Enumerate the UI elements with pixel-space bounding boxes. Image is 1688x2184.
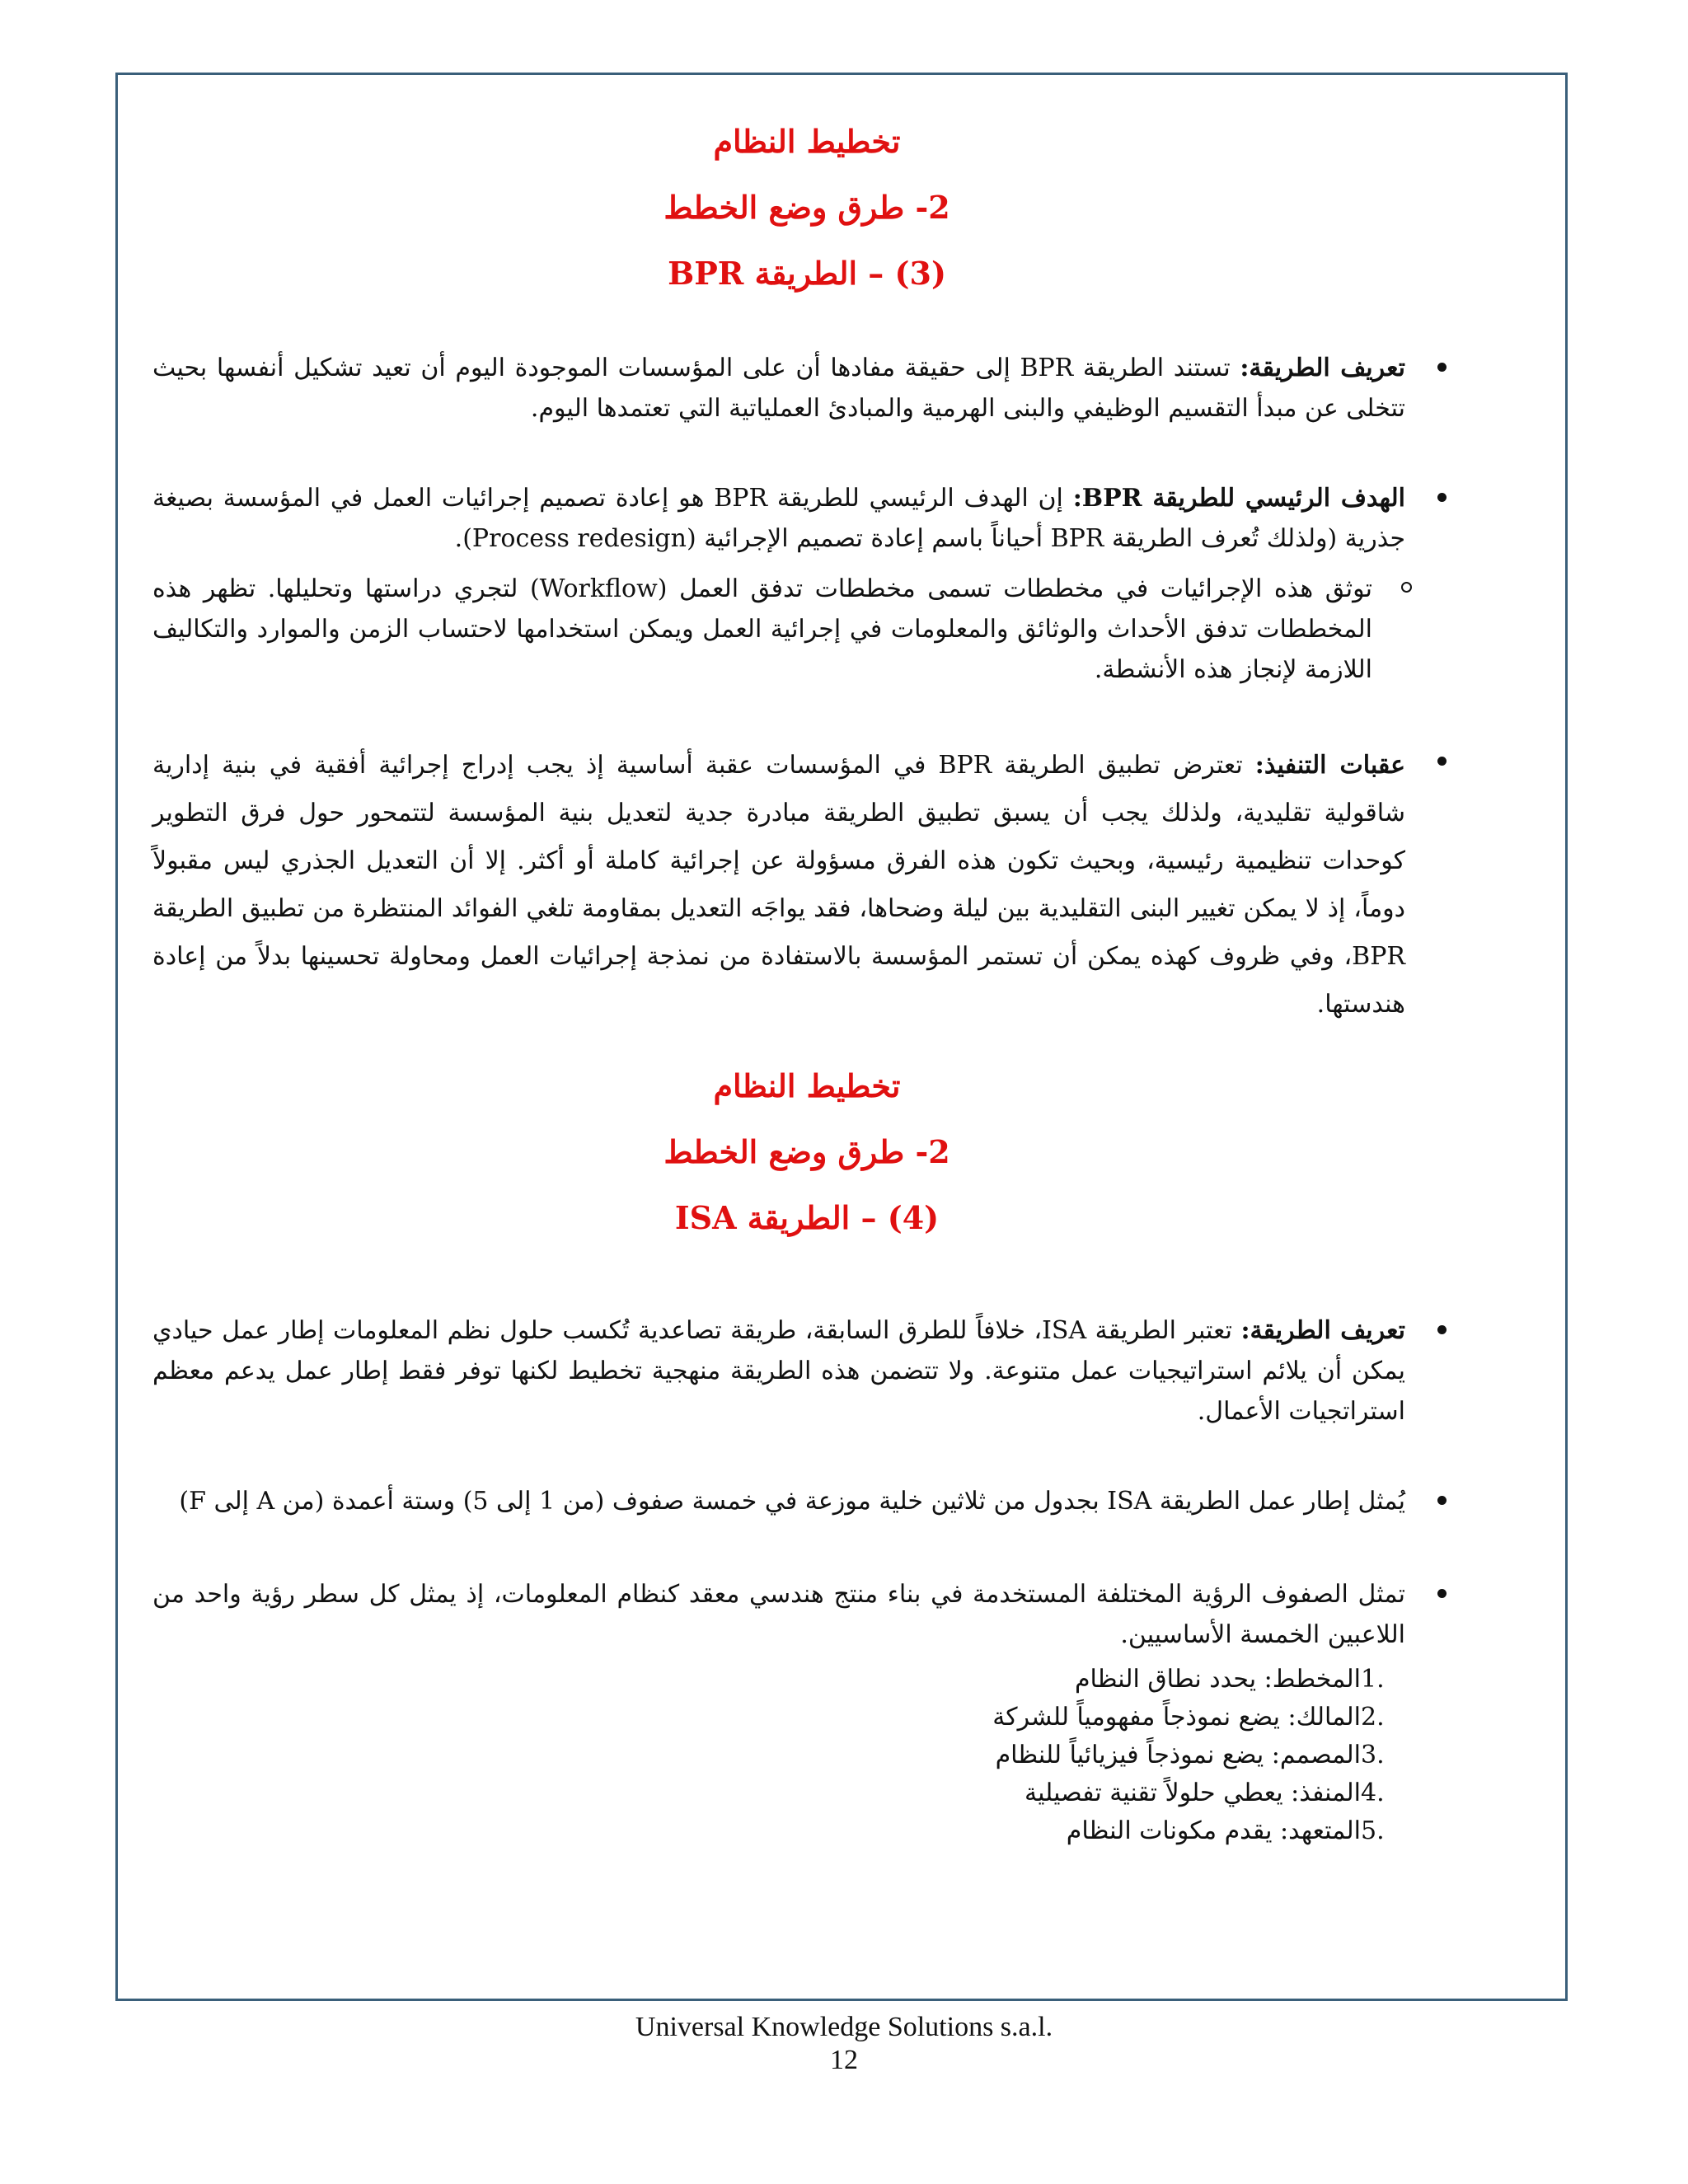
subbullet-text: توثق هذه الإجرائيات في مخططات تسمى مخططات تدفق العمل (Workflow) لتجري دراستها وتحليلها. تظهر هذه المخططات تدفق الأحداث والوثائق والمعلومات في إجرائية العمل ويمكن استخدامها لاحتساب الزمن والموارد والتكاليف اللازمة لإنجاز هذه الأنشطة.: [152, 574, 1372, 684]
list-item: [152, 1699, 1405, 1736]
bullet-text: يُمثل إطار عمل الطريقة ISA بجدول من ثلاثين خلية موزعة في خمسة صفوف (من 1 إلى 5) وستة أعمدة (من A إلى F): [179, 1487, 1405, 1516]
method-title: (3) – الطريقة BPR: [668, 255, 946, 292]
bpr-goal-bullet: [152, 478, 1461, 559]
list-text: المصمم: يضع نموذجاً فيزيائياً للنظام: [995, 1741, 1361, 1769]
isa-rows-bullet: [152, 1574, 1461, 1655]
page-number: 12: [830, 2045, 858, 2075]
bullet-text: إن الهدف الرئيسي للطريقة BPR هو إعادة تصميم إجرائيات العمل في المؤسسة بصيغة جذرية (ولذلك تُعرف الطريقة BPR أحياناً باسم إعادة تصميم الإجرائية (Process redesign).: [152, 484, 1405, 553]
method-title: (4) – الطريقة ISA: [674, 1199, 940, 1236]
list-text: المخطط: يحدد نطاق النظام: [1074, 1665, 1361, 1694]
bpr-workflow-subbullet: [152, 569, 1461, 690]
list-number: 4.: [1361, 1779, 1385, 1807]
bpr-obstacles-bullet: [152, 742, 1461, 1029]
bullet-lead: تعريف الطريقة:: [1240, 354, 1405, 382]
list-item: [152, 1774, 1405, 1812]
page-footer: [0, 2011, 1688, 2077]
section-title: تخطيط النظام: [713, 123, 901, 160]
list-text: المالك: يضع نموذجاً مفهومياً للشركة: [992, 1703, 1361, 1732]
section-subtitle: 2- طرق وضع الخطط: [663, 1133, 950, 1170]
list-item: [152, 1812, 1405, 1850]
bullet-lead: عقبات التنفيذ:: [1254, 751, 1405, 780]
company-name: Universal Knowledge Solutions s.a.l.: [635, 2012, 1053, 2042]
list-text: المنفذ: يعطي حلولاً تقنية تفصيلية: [1025, 1779, 1361, 1807]
bullet-text: تمثل الصفوف الرؤية المختلفة المستخدمة في بناء منتج هندسي معقد كنظام المعلومات، إذ يمثل كل سطر رؤية واحد من اللاعبين الخمسة الأساسيين.: [152, 1580, 1405, 1649]
list-text: المتعهد: يقدم مكونات النظام: [1066, 1816, 1361, 1845]
list-number: 3.: [1361, 1741, 1385, 1769]
list-item: [152, 1736, 1405, 1774]
bullet-lead: تعريف الطريقة:: [1240, 1316, 1405, 1345]
list-number: 5.: [1361, 1816, 1385, 1845]
page-content: [152, 0, 1461, 1994]
bpr-definition-bullet: [152, 348, 1461, 429]
bullet-text: تعتبر الطريقة ISA، خلافاً للطرق السابقة، طريقة تصاعدية تُكسب حلول نظم المعلومات إطار عمل حيادي يمكن أن يلائم استراتيجيات عمل متنوعة. ولا تتضمن هذه الطريقة منهجية تخطيط لكنها توفر فقط إطار عمل يدعم معظم استراتجيات الأعمال.: [152, 1316, 1405, 1426]
section-bpr-titles: [152, 109, 1461, 307]
list-number: 2.: [1361, 1703, 1385, 1732]
isa-definition-bullet: [152, 1310, 1461, 1432]
bullet-text: تعترض تطبيق الطريقة BPR في المؤسسات عقبة أساسية إذ يجب إدراج إجرائية أفقية في بنية إدارية شاقولية تقليدية، ولذلك يجب أن يسبق تطبيق الطريقة مبادرة جدية لتعديل بنية المؤسسة لتتمحور حول فرق التطوير كوحدات تنظيمية رئيسية، وبحيث تكون هذه الفرق مسؤولة عن إجرائية كاملة أو أكثر. إلا أن التعديل الجذري ليس مقبولاً دوماً، إذ لا يمكن تغيير البنى التقليدية بين ليلة وضحاها، فقد يواجَه التعديل بمقاومة تلغي الفوائد المنتظرة من تطبيق الطريقة BPR، وفي ظروف كهذه يمكن أن تستمر المؤسسة بالاستفادة من نمذجة إجرائيات العمل ومحاولة تحسينها بدلاً من إعادة هندستها.: [152, 751, 1405, 1019]
section-isa-titles: [152, 1053, 1461, 1251]
bullet-lead: الهدف الرئيسي للطريقة BPR:: [1072, 484, 1405, 513]
players-list: [152, 1661, 1461, 1850]
section-title: تخطيط النظام: [713, 1067, 901, 1104]
bullet-text: تستند الطريقة BPR إلى حقيقة مفادها أن على المؤسسات الموجودة اليوم أن تعيد تشكيل أنفسها بحيث تتخلى عن مبدأ التقسيم الوظيفي والبنى الهرمية والمبادئ العملياتية التي تعتمدها اليوم.: [152, 354, 1405, 423]
list-number: 1.: [1361, 1665, 1385, 1694]
isa-framework-bullet: [152, 1481, 1461, 1521]
list-item: [152, 1661, 1405, 1699]
section-subtitle: 2- طرق وضع الخطط: [663, 189, 950, 226]
